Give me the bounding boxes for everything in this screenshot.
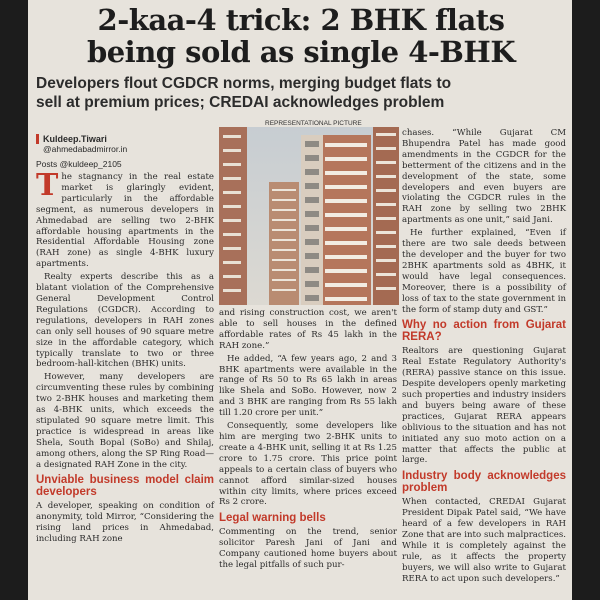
column-1 bbox=[36, 168, 214, 547]
paragraph: However, many developers are circumventing these rules by combining two 2-BHK houses and marketing them as 4-BHK units, which exceeds the stipulated 90 square metre limit. This practice is widespread in areas like Shela, South Bopal (SoBo) and Shilaj, among others, along the SP Ring Road—a designated RAH Zone in the city. bbox=[36, 372, 214, 470]
paragraph: The stagnancy in the real estate market is glaringly evident, particularly in the affordable segment, as numerous developers in Ahmedabad are selling two 2-BHK affordable housing apartments in the Residential Affordable Housing zone (RAH zone) as single 4-BHK luxury apartments. bbox=[36, 168, 214, 270]
paragraph: He added, “A few years ago, 2 and 3 BHK apartments were available in the range of Rs 50 to Rs 65 lakh in areas like Shela and SoBo. However, now 2 and 3 BHK are ranging from Rs 55 lakh till 1.20 crore per unit.” bbox=[219, 353, 397, 419]
section-heading-industry-body: Industry body acknowledges problem bbox=[402, 470, 566, 495]
paragraph: Realty experts describe this as a blatant violation of the Comprehensive General Development Control Regulations (CGDCR). According to regulations, developers in RAH zones can only sell houses of 90 square metre size in the affordable category, which typically translate to two or three bedroom-hall-kitchen (BHK) units. bbox=[36, 272, 214, 370]
subheadline-line-2: sell at premium prices; CREDAI acknowledges problem bbox=[36, 94, 445, 111]
photo-caption: REPRESENTATIONAL PICTURE bbox=[265, 120, 362, 127]
headline-line-1: 2-kaa-4 trick: 2 BHK flats bbox=[97, 3, 505, 37]
paragraph: chases. “While Gujarat CM Bhupendra Patel has made good amendments in the CGDCR for the betterment of the citizens and in the development of the state, some developers and even buyers are violating the CGDCR rules in the RAH zone by selling two 2BHK apartments as one unit,” said Jani. bbox=[402, 128, 566, 226]
paragraph: He further explained, “Even if there are two sale deeds between the developer and the buyer for two 2BHK apartments sold as 4BHK, it would have legal consequences. Moreover, there is a possibility of loss of tax to the state government in the form of stamp duty and GST.” bbox=[402, 228, 566, 315]
headline-line-2: being sold as single 4-BHK bbox=[86, 35, 516, 69]
paragraph: Consequently, some developers like him are merging two 2-BHK units to create a 4-BHK unit, selling it at Rs 1.25 crore to 1.75 crore. This price point appeals to a certain class of buyers who cannot afford similar-sized houses within city limits, where prices exceed Rs 2 crore. bbox=[219, 421, 397, 508]
apartment-building-image bbox=[219, 127, 399, 305]
drop-cap: T bbox=[36, 168, 59, 203]
author-handle: Posts @kuldeep_2105 bbox=[36, 159, 122, 169]
headline bbox=[36, 4, 566, 68]
subheadline-line-1: Developers flout CGDCR norms, merging budget flats to bbox=[36, 75, 452, 92]
section-heading-gujarat-rera: Why no action from Gujarat RERA? bbox=[402, 319, 566, 344]
building-photo bbox=[219, 127, 399, 305]
section-heading-legal-warning: Legal warning bells bbox=[219, 512, 326, 525]
paragraph: A developer, speaking on condition of anonymity, told Mirror, “Considering the rising land prices in Ahmedabad, including RAH zone bbox=[36, 501, 214, 545]
paragraph: When contacted, CREDAI Gujarat President Dipak Patel said, “We have heard of a few developers in RAH Zone that are into such malpractices. While it is completely against the rule, as it affects the property buyers, we will also write to Gujarat RERA to act upon such developers.” bbox=[402, 497, 566, 584]
author-email: @ahmedabadmirror.in bbox=[43, 144, 128, 154]
author-name: Kuldeep.Tiwari bbox=[36, 134, 186, 144]
section-heading-unviable-business: Unviable business model claim developers bbox=[36, 474, 214, 499]
paragraph: and rising construction cost, we aren't able to sell houses in the defined affordable rates of Rs 45 lakh in the RAH zone.” bbox=[219, 308, 397, 351]
paragraph: Commenting on the trend, senior solicitor Paresh Jani of Jani and Company cautioned home buyers about the legal pitfalls of such pur- bbox=[219, 527, 397, 571]
column-2 bbox=[219, 308, 397, 573]
subheadline bbox=[36, 74, 566, 112]
newspaper-page bbox=[28, 0, 572, 600]
byline bbox=[36, 134, 186, 169]
column-3 bbox=[402, 128, 566, 587]
paragraph: Realtors are questioning Gujarat Real Estate Regulatory Authority's (RERA) passive stance on this issue. Despite developers openly marketing such properties and industry insiders and buyers being aware of these practices, Gujarat RERA appears oblivious to the situation and has not initiated any suo moto action on a matter that affects the public at large. bbox=[402, 346, 566, 466]
